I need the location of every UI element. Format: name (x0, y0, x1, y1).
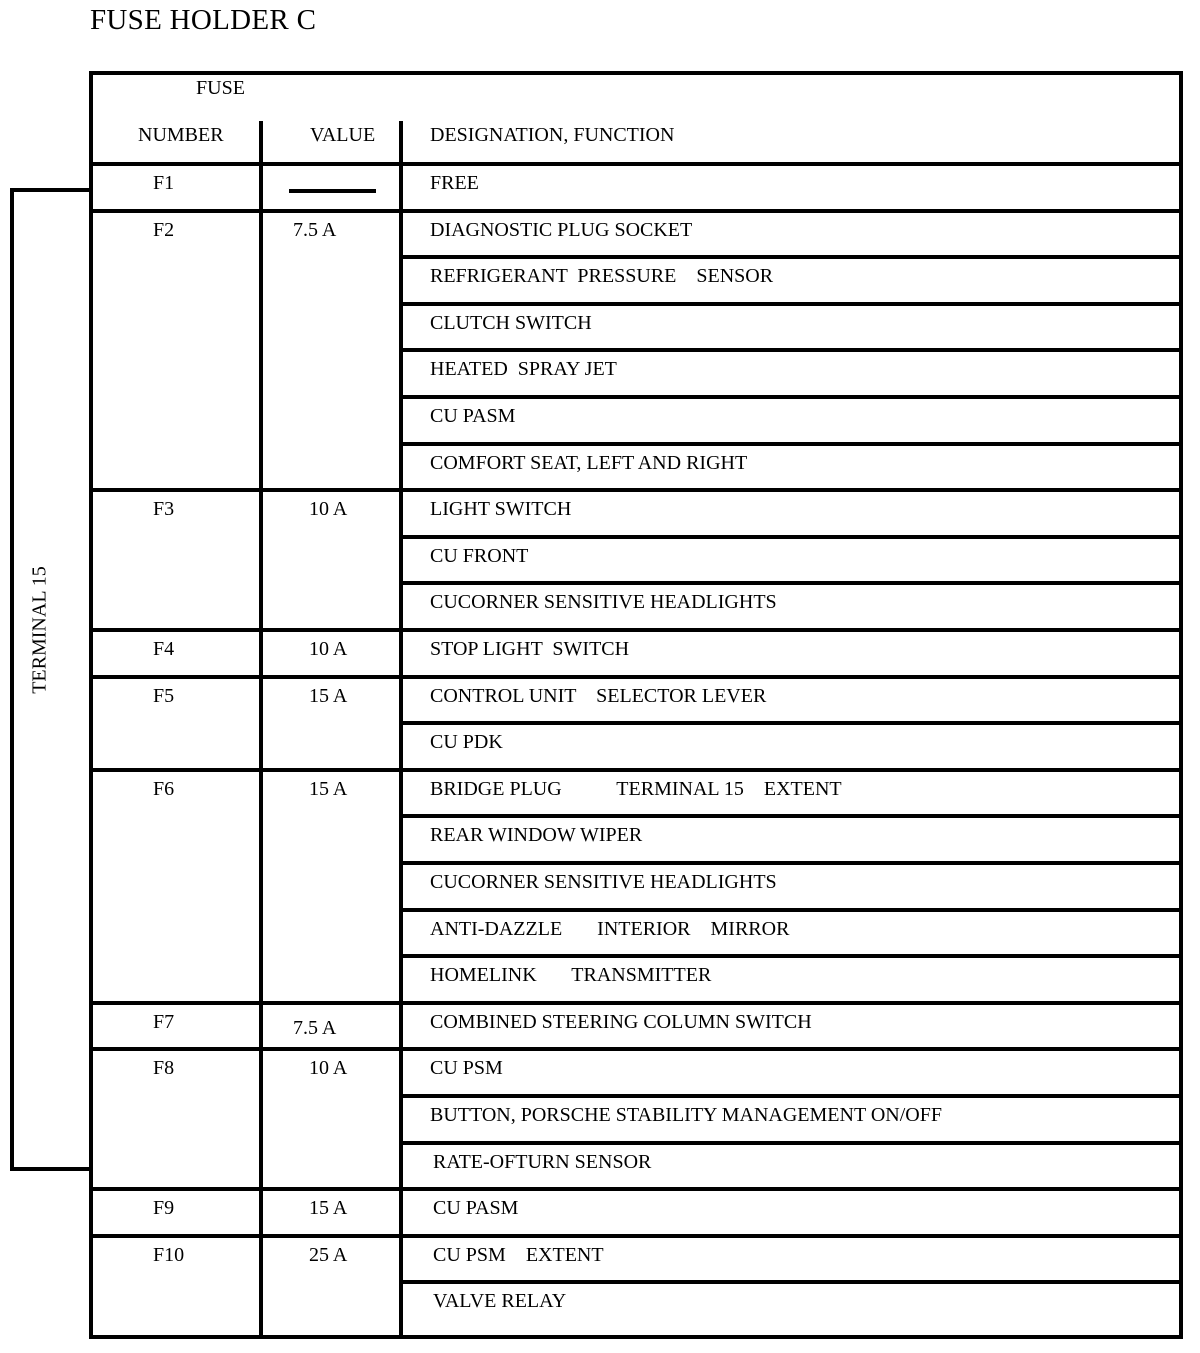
fuse-function: HOMELINK TRANSMITTER (430, 964, 712, 987)
fuse-value: 15 A (309, 777, 348, 800)
function-divider (403, 535, 1183, 539)
function-divider (403, 1141, 1183, 1145)
fuse-number: F9 (153, 1197, 175, 1220)
fuse-function: BUTTON, PORSCHE STABILITY MANAGEMENT ON/OFF (430, 1104, 942, 1126)
fuse-number: F7 (153, 1010, 175, 1033)
fuse-group-divider (89, 1187, 1183, 1191)
function-divider (403, 954, 1183, 958)
fuse-number: F3 (153, 498, 175, 521)
fuse-function: VALVE RELAY (433, 1290, 567, 1313)
fuse-value: 15 A (309, 684, 348, 707)
fuse-function: CUCORNER SENSITIVE HEADLIGHTS (430, 591, 777, 614)
fuse-group-divider (89, 628, 1183, 632)
fuse-value: 10 A (309, 638, 348, 660)
fuse-number: F5 (153, 684, 175, 707)
function-divider (403, 814, 1183, 818)
header-designation: DESIGNATION, FUNCTION (430, 124, 675, 146)
fuse-function: LIGHT SWITCH (430, 498, 572, 521)
fuse-function: CU PDK (430, 731, 503, 754)
function-divider (403, 255, 1183, 259)
header-fuse: FUSE (196, 77, 245, 99)
fuse-function: CLUTCH SWITCH (430, 311, 592, 334)
fuse-function: ANTI-DAZZLE INTERIOR MIRROR (430, 917, 790, 940)
fuse-value: 10 A (309, 498, 348, 521)
fuse-group-divider (89, 675, 1183, 679)
fuse-function: RATE-OFTURN SENSOR (433, 1150, 652, 1173)
fuse-function: COMFORT SEAT, LEFT AND RIGHT (430, 451, 748, 474)
fuse-function: DIAGNOSTIC PLUG SOCKET (430, 218, 693, 241)
function-divider (403, 348, 1183, 352)
fuse-value: 7.5 A (293, 1016, 337, 1039)
fuse-number: F2 (153, 218, 175, 241)
fuse-group-divider (89, 1001, 1183, 1005)
function-divider (403, 861, 1183, 865)
fuse-number: F10 (153, 1243, 185, 1266)
header-value: VALUE (310, 124, 376, 146)
fuse-group-divider (89, 768, 1183, 772)
header-number: NUMBER (138, 124, 224, 146)
function-divider (403, 581, 1183, 585)
fuse-function: CUCORNER SENSITIVE HEADLIGHTS (430, 871, 777, 893)
fuse-group-divider (89, 209, 1183, 213)
fuse-function: COMBINED STEERING COLUMN SWITCH (430, 1010, 812, 1033)
fuse-function: FREE (430, 172, 479, 194)
fuse-function: CU PSM EXTENT (433, 1243, 604, 1266)
function-divider (403, 1280, 1183, 1284)
terminal-label: TERMINAL 15 (28, 566, 51, 694)
fuse-value: 10 A (309, 1057, 348, 1080)
fuse-function: CU PSM (430, 1057, 503, 1080)
fuse-function: REAR WINDOW WIPER (430, 824, 643, 847)
fuse-function: STOP LIGHT SWITCH (430, 638, 630, 660)
fuse-number: F1 (153, 172, 175, 194)
function-divider (403, 442, 1183, 446)
fuse-function: REFRIGERANT PRESSURE SENSOR (430, 265, 774, 288)
fuse-value: 15 A (309, 1197, 348, 1220)
fuse-function: CONTROL UNIT SELECTOR LEVER (430, 684, 767, 707)
fuse-number: F6 (153, 777, 175, 800)
function-divider (403, 908, 1183, 912)
fuse-number: F8 (153, 1057, 175, 1080)
function-divider (403, 721, 1183, 725)
fuse-group-divider (89, 488, 1183, 492)
fuse-function: BRIDGE PLUG TERMINAL 15 EXTENT (430, 777, 842, 800)
function-divider (403, 1094, 1183, 1098)
divider-number-value (259, 121, 263, 1339)
fuse-group-divider (89, 1234, 1183, 1238)
fuse-function: HEATED SPRAY JET (430, 358, 617, 381)
fuse-function: CU FRONT (430, 544, 529, 567)
fuse-function: CU PASM (433, 1197, 519, 1220)
fuse-value: 25 A (309, 1243, 348, 1266)
function-divider (403, 302, 1183, 306)
fuse-group-divider (89, 1047, 1183, 1051)
header-divider (89, 162, 1183, 166)
fuse-number: F4 (153, 638, 175, 660)
fuse-value: 7.5 A (293, 218, 337, 241)
function-divider (403, 395, 1183, 399)
page-title: FUSE HOLDER C (90, 4, 317, 36)
empty-value-dash (289, 189, 376, 193)
fuse-function: CU PASM (430, 405, 516, 427)
